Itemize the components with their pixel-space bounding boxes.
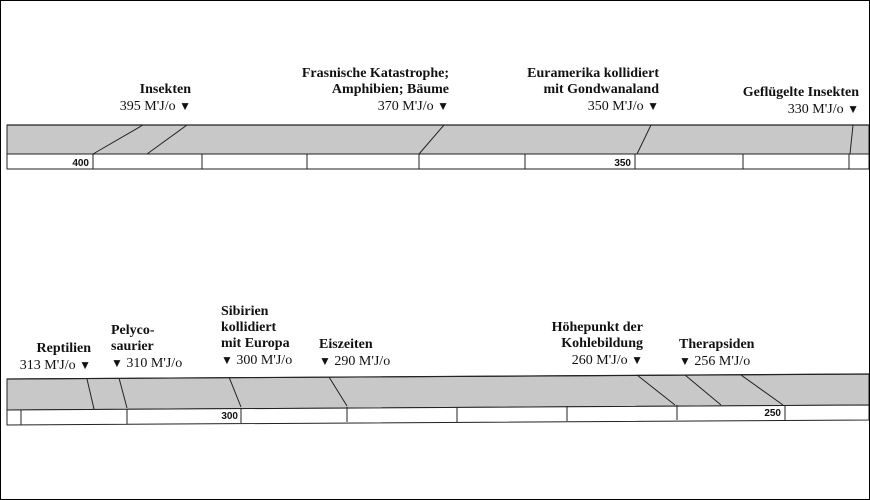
event-date: 395 M'J/o [119, 99, 176, 114]
bottom-band [7, 374, 869, 410]
event-title: Euramerika kollidiert mit Gondwanaland [527, 66, 659, 97]
event-date: 256 M'J/o [694, 354, 751, 369]
event-date: 290 M'J/o [334, 354, 391, 369]
triangle-marker-icon: ▼ [179, 99, 191, 113]
event-label [527, 66, 659, 115]
triangle-marker-icon: ▼ [221, 353, 233, 367]
scale-label: 250 [764, 408, 781, 419]
event-date: 330 M'J/o [787, 102, 844, 117]
event-date: 350 M'J/o [587, 99, 644, 114]
event-date: 313 M'J/o [19, 358, 76, 373]
triangle-marker-icon: ▼ [79, 358, 91, 372]
bottom-strip [7, 374, 869, 425]
triangle-marker-icon: ▼ [437, 99, 449, 113]
triangle-marker-icon: ▼ [319, 354, 331, 368]
event-label [111, 323, 182, 372]
event-label [221, 304, 292, 369]
event-title: Therapsiden [679, 337, 755, 352]
triangle-marker-icon: ▼ [631, 353, 643, 367]
event-date: 370 M'J/o [377, 99, 434, 114]
event-label [20, 341, 91, 374]
event-title: Höhepunkt der Kohlebildung [551, 320, 643, 351]
event-label [743, 85, 859, 118]
scale-label: 300 [221, 411, 238, 422]
top-strip [7, 125, 869, 169]
event-date: 260 M'J/o [571, 353, 628, 368]
top-scale-bar [7, 154, 869, 169]
event-title: Insekten [139, 82, 191, 97]
event-label [319, 337, 390, 370]
event-date: 300 M'J/o [236, 353, 293, 368]
event-title: Pelyco- saurier [111, 323, 155, 354]
event-label [302, 66, 449, 115]
event-title: Geflügelte Insekten [742, 85, 859, 100]
event-label [552, 320, 643, 369]
scale-label: 400 [72, 158, 89, 169]
scale-label: 350 [614, 158, 631, 169]
event-label [679, 337, 754, 370]
event-title: Frasnische Katastrophe; Amphibien; Bäume [301, 66, 449, 97]
event-title: Eiszeiten [319, 337, 373, 352]
triangle-marker-icon: ▼ [111, 356, 123, 370]
triangle-marker-icon: ▼ [847, 102, 859, 116]
triangle-marker-icon: ▼ [679, 354, 691, 368]
event-label [120, 82, 191, 115]
event-title: Sibirien kollidiert mit Europa [221, 304, 290, 351]
event-date: 310 M'J/o [126, 356, 183, 371]
triangle-marker-icon: ▼ [647, 99, 659, 113]
event-title: Reptilien [36, 341, 91, 356]
